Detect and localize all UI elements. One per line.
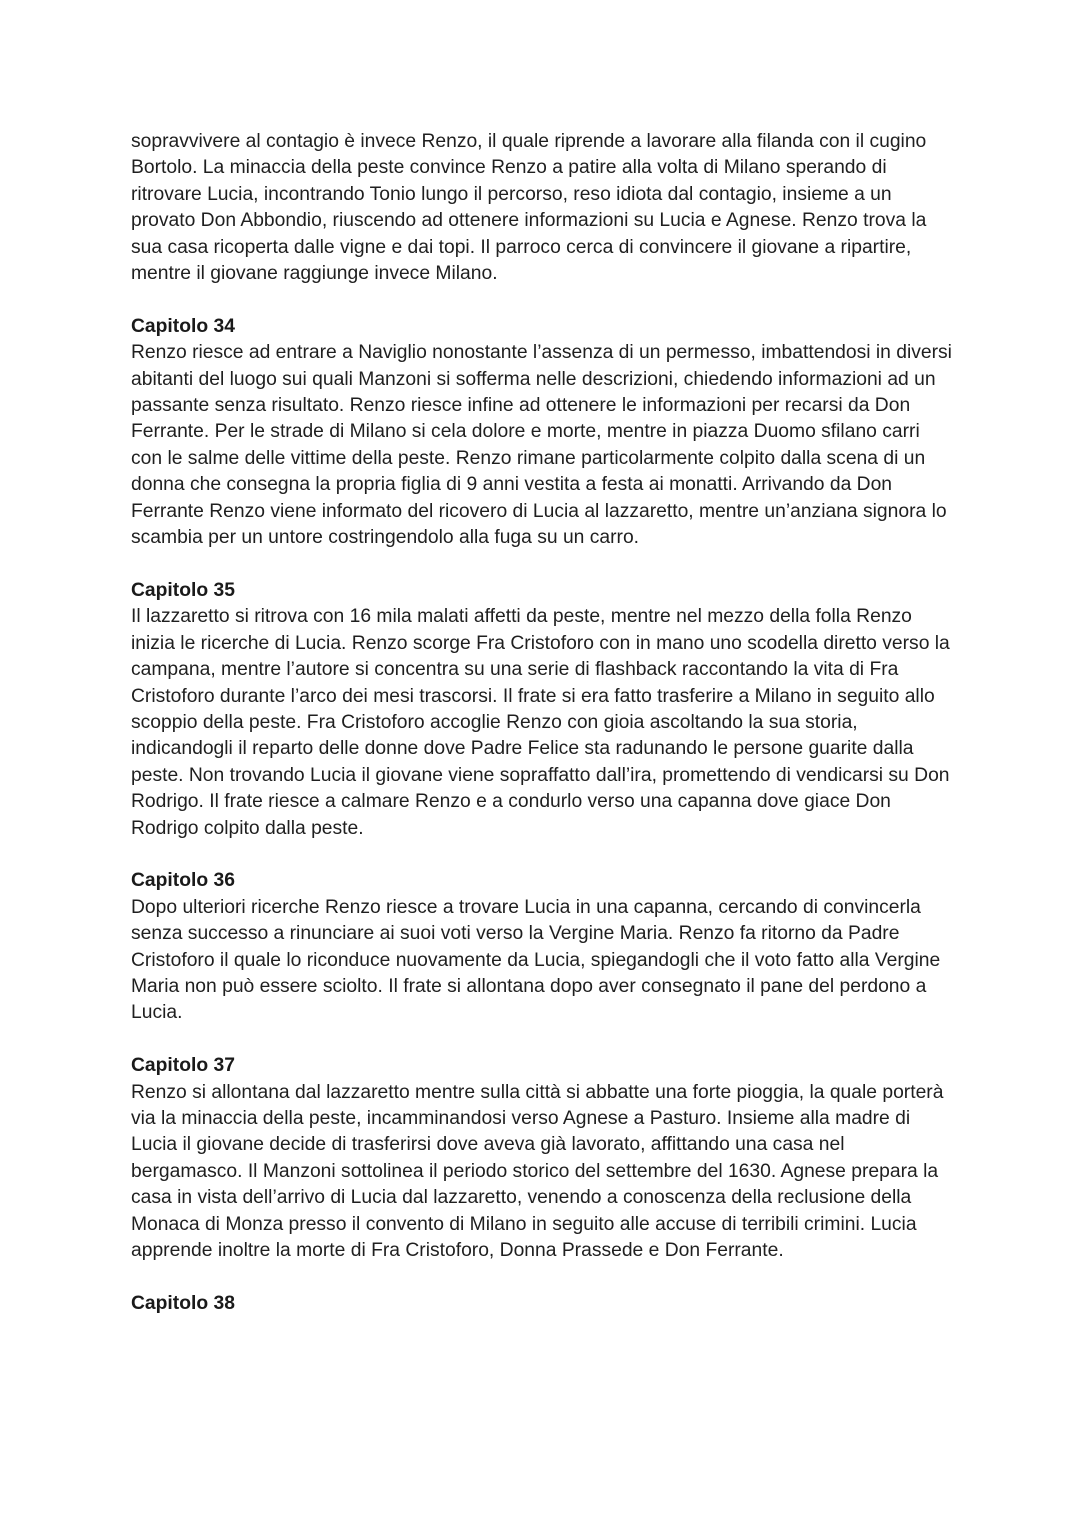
chapter-paragraph: Il lazzaretto si ritrova con 16 mila malati affetti da peste, mentre nel mezzo della folla Renzo inizia le ricerche di Lucia. Renzo scorge Fra Cristoforo con in mano uno scodella diretto verso la campana, mentre l’autore si concentra su una serie di flashback raccontando la vita di Fra Cristoforo durante l’arco dei mesi trascorsi. Il frate si era fatto trasferire a Milano in seguito allo scoppio della peste. Fra Cristoforo accoglie Renzo con gioia ascoltando la sua storia, indicandogli il reparto delle donne dove Padre Felice sta radunando le persone guarite dalla peste. Non trovando Lucia il giovane viene sopraffatto dall’ira, promettendo di vendicarsi su Don Rodrigo. Il frate riesce a calmare Renzo e a condurlo verso una capanna dove giace Don Rodrigo colpito dalla peste.	[131, 606, 950, 839]
chapter-37-section	[131, 1053, 953, 1264]
chapter-paragraph: Dopo ulteriori ricerche Renzo riesce a trovare Lucia in una capanna, cercando di convincerla senza successo a rinunciare ai suoi voti verso la Vergine Maria. Renzo fa ritorno da Padre Cristoforo il quale lo riconduce nuovamente da Lucia, spiegandogli che il voto fatto alla Vergine Maria non può essere sciolto. Il frate si allontana dopo aver consegnato il pane del perdono a Lucia.	[131, 896, 941, 1024]
chapter-heading: Capitolo 36	[131, 870, 235, 892]
chapter-paragraph: Renzo si allontana dal lazzaretto mentre sulla città si abbatte una forte pioggia, la quale porterà via la minaccia della peste, incamminandosi verso Agnese a Pasturo. Insieme alla madre di Lucia il giovane decide di trasferirsi dove aveva già lavorato, affittando una casa nel bergamasco. Il Manzoni sottolinea il periodo storico del settembre del 1630. Agnese prepara la casa in vista dell’arrivo di Lucia dal lazzaretto, venendo a conoscenza della reclusione della Monaca di Monza presso il convento di Milano in seguito alle accuse di terribili crimini. Lucia apprende inoltre la morte di Fra Cristoforo, Donna Prassede e Don Ferrante.	[131, 1081, 944, 1261]
chapter-heading: Capitolo 38	[131, 1292, 235, 1314]
chapter-35-section	[131, 578, 953, 842]
chapter-36-section	[131, 868, 953, 1026]
intro-paragraph: sopravvivere al contagio è invece Renzo, il quale riprende a lavorare alla filanda con il cugino Bortolo. La minaccia della peste convince Renzo a patire alla volta di Milano sperando di ritrovare Lucia, incontrando Tonio lungo il percorso, reso idiota dal contagio, insieme a un provato Don Abbondio, riuscendo ad ottenere informazioni su Lucia e Agnese. Renzo trova la sua casa ricoperta dalle vigne e dai topi. Il parroco cerca di convincere il giovane a ripartire, mentre il giovane raggiunge invece Milano.	[131, 131, 927, 285]
chapter-heading: Capitolo 37	[131, 1055, 235, 1077]
chapter-38-section	[131, 1291, 953, 1317]
chapter-34-section	[131, 314, 953, 552]
chapter-heading: Capitolo 34	[131, 315, 235, 337]
chapter-heading: Capitolo 35	[131, 579, 235, 601]
chapter-paragraph: Renzo riesce ad entrare a Naviglio nonostante l’assenza di un permesso, imbattendosi in diversi abitanti del luogo sui quali Manzoni si sofferma nelle descrizioni, chiedendo informazioni ad un passante senza risultato. Renzo riesce infine ad ottenere le informazioni per recarsi da Don Ferrante. Per le strade di Milano si cela dolore e morte, mentre in piazza Duomo sfilano carri con le salme delle vittime della peste. Renzo rimane particolarmente colpito dalla scena di un donna che consegna la propria figlia di 9 anni vestita a festa ai monatti. Arrivando da Don Ferrante Renzo viene informato del ricovero di Lucia al lazzaretto, mentre un’anziana signora lo scambia per un untore costringendolo alla fuga su un carro.	[131, 342, 952, 549]
document-page	[131, 129, 953, 1317]
